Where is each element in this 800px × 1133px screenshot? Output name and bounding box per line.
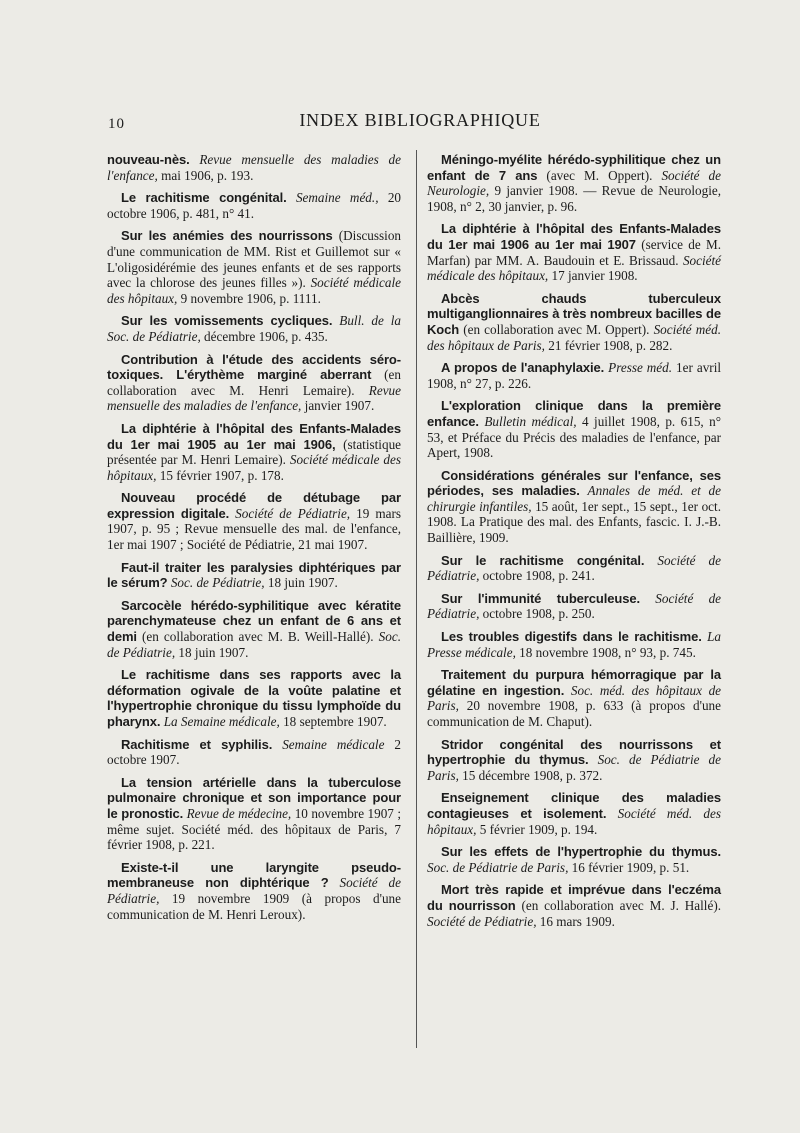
entry-note: (service de M. Marfan) par MM. A. Baudouin et E. Brissaud.: [427, 236, 721, 268]
entry-details: 20 octobre 1906, p. 481, n° 41.: [107, 190, 402, 221]
entry-source: La Semaine médicale,: [163, 714, 280, 729]
entry-details: 15 août, 1er sept., 15 sept., 1er oct. 1908. La Pratique des mal. des Enfants, fascic. I. J.-B. Baillière, 1909.: [427, 498, 721, 546]
entry-note: (avec M. Oppert).: [546, 167, 653, 183]
entry-title: Sur les vomissements cycliques.: [121, 313, 333, 329]
entry-title: Traitement du purpura hémorragique par la gélatine en ingestion.: [427, 667, 721, 698]
entry-source: Société de Pédiatrie,: [107, 875, 401, 906]
bibliography-entry: [107, 490, 401, 552]
bibliography-entry: [427, 629, 721, 660]
entry-note: (en collaboration avec M. J. Hallé).: [521, 897, 722, 913]
entry-details: 9 novembre 1906, p. 1111.: [180, 290, 321, 306]
entry-details: 20 novembre 1908, p. 633 (à propos d'une communication de M. Chaput).: [427, 698, 721, 729]
entry-source: Presse méd.: [608, 360, 673, 376]
entry-details: 18 novembre 1908, n° 93, p. 745.: [519, 644, 696, 660]
entry-source: Soc. de Pédiatrie de Paris,: [427, 859, 569, 875]
entry-details: 17 janvier 1908.: [551, 268, 638, 284]
entry-title: La tension artérielle dans la tuberculose pulmonaire chronique et son importance pour le pronostic.: [107, 774, 401, 821]
bibliography-entry: [107, 775, 401, 853]
entry-details: 2 octobre 1907.: [107, 736, 401, 768]
entry-details: 16 février 1909, p. 51.: [571, 859, 690, 875]
entry-details: 18 juin 1907.: [267, 575, 338, 591]
entry-title: Sur l'immunité tuberculeuse.: [441, 590, 640, 606]
bibliography-entry: [427, 591, 721, 622]
entry-details: 5 février 1909, p. 194.: [479, 821, 598, 837]
entry-source: Bulletin médical,: [484, 413, 577, 429]
entry-source: Revue mensuelle des maladies de l'enfance,: [107, 382, 401, 414]
bibliography-entry: [107, 228, 401, 306]
column-divider: [416, 150, 417, 1048]
entry-details: 18 septembre 1907.: [283, 714, 387, 729]
entry-source: Société médicale des hôpitaux,: [107, 452, 401, 483]
entry-title: Considérations générales sur l'enfance, ses périodes, ses maladies.: [427, 467, 721, 499]
entry-title: Sarcocèle hérédo-syphilitique avec kératite parenchymateuse chez un enfant de 6 ans et demi: [107, 597, 401, 645]
bibliography-entry: [107, 598, 401, 660]
bibliography-entry: [427, 553, 721, 584]
entry-title: Contribution à l'étude des accidents séro-toxiques. L'érythème marginé aberrant: [107, 351, 401, 383]
bibliography-entry: [107, 860, 401, 922]
entry-note: (en collaboration avec M. B. Weill-Hallé).: [142, 629, 374, 645]
entry-title: Le rachitisme dans ses rapports avec la déformation ogivale de la voûte palatine et l'hypertrophie chronique du tissu lymphoïde du pharynx.: [107, 667, 401, 729]
entry-title: Rachitisme et syphilis.: [121, 736, 273, 752]
bibliography-entry: [427, 844, 721, 875]
entry-title: Stridor congénital des nourrissons et hypertrophie du thymus.: [427, 736, 721, 768]
bibliography-entry: [427, 221, 721, 283]
entry-source: Société médicale des hôpitaux,: [107, 275, 402, 306]
left-column: [107, 152, 401, 929]
entry-title: Les troubles digestifs dans le rachitisme.: [441, 629, 702, 645]
entry-title: nouveau-nès.: [107, 152, 190, 167]
entry-title: A propos de l'anaphylaxie.: [441, 360, 605, 376]
entry-source: Société de Pédiatrie,: [427, 552, 721, 584]
entry-details: 15 février 1907, p. 178.: [159, 467, 284, 483]
entry-source: Société méd. des hôpitaux de Paris,: [427, 321, 721, 353]
entry-source: Bull. de la Soc. de Pédiatrie,: [107, 313, 402, 344]
page-header: [100, 110, 700, 136]
entry-details: 9 janvier 1908. — Revue de Neurologie, 1908, n° 2, 30 janvier, p. 96.: [427, 183, 722, 214]
entry-source: Société de Pédiatrie,: [427, 913, 537, 929]
bibliography-entry: [427, 667, 721, 729]
entry-details: 18 juin 1907.: [178, 644, 249, 660]
bibliography-entry: [427, 152, 721, 214]
running-title: INDEX BIBLIOGRAPHIQUE: [299, 110, 541, 130]
entry-source: La Presse médicale,: [427, 629, 722, 660]
bibliography-entry: [107, 313, 401, 344]
bibliography-entry: [107, 352, 401, 414]
entry-title: Méningo-myélite hérédo-syphilitique chez un enfant de 7 ans: [427, 152, 721, 183]
entry-source: Soc. de Pédiatrie de Paris,: [427, 752, 722, 783]
entry-title: La diphtérie à l'hôpital des Enfants-Malades du 1er mai 1906 au 1er mai 1907: [427, 221, 721, 252]
entry-title: Nouveau procédé de détubage par expression digitale.: [107, 490, 401, 521]
entry-source: Société médicale des hôpitaux,: [427, 252, 722, 284]
entry-source: Semaine médicale: [282, 736, 385, 752]
bibliography-entry: [107, 421, 401, 483]
bibliography-entry: [427, 291, 721, 353]
bibliography-entry: [427, 737, 721, 784]
bibliography-entry: [107, 190, 401, 221]
entry-source: Société de Pédiatrie,: [235, 505, 351, 521]
entry-source: Revue mensuelle des maladies de l'enfance,: [107, 152, 401, 183]
entry-title: Sur le rachitisme congénital.: [441, 552, 645, 568]
bibliography-entry: [427, 398, 721, 460]
entry-details: 16 mars 1909.: [539, 913, 615, 929]
entry-title: Le rachitisme congénital.: [121, 190, 287, 206]
entry-details: 21 février 1908, p. 282.: [548, 337, 673, 353]
entry-source: Soc. de Pédiatrie,: [170, 575, 265, 591]
entry-title: Sur les effets de l'hypertrophie du thymus.: [441, 844, 721, 860]
entry-title: L'exploration clinique dans la première enfance.: [427, 398, 721, 429]
entry-details: octobre 1908, p. 250.: [482, 606, 595, 622]
bibliography-entry: [107, 737, 401, 768]
entry-details: 1er avril 1908, n° 27, p. 226.: [427, 360, 722, 391]
bibliography-entry: [107, 152, 401, 183]
page-number: 10: [108, 116, 125, 132]
entry-title: Mort très rapide et imprévue dans l'eczéma du nourrisson: [427, 882, 721, 913]
entry-source: Soc. de Pédiatrie,: [107, 629, 402, 660]
entry-title: La diphtérie à l'hôpital des Enfants-Malades du 1er mai 1905 au 1er mai 1906,: [107, 420, 401, 452]
entry-note: (statistique présentée par M. Henri Lemaire).: [107, 436, 402, 468]
bibliography-entry: [427, 790, 721, 837]
entry-details: 19 novembre 1909 (à propos d'une communication de M. Henri Leroux).: [107, 890, 401, 922]
entry-title: Abcès chauds tuberculeux multiganglionnaires à très nombreux bacilles de Koch: [427, 290, 721, 337]
entry-details: octobre 1908, p. 241.: [482, 568, 595, 584]
entry-details: 19 mars 1907, p. 95 ; Revue mensuelle des mal. de l'enfance, 1er mai 1907 ; Société de Pédiatrie, 21 mai 1907.: [107, 505, 401, 553]
entry-note: (en collaboration avec M. Henri Lemaire).: [107, 367, 401, 398]
entry-title: Sur les anémies des nourrissons: [121, 228, 333, 244]
entry-source: Soc. méd. des hôpitaux de Paris,: [427, 682, 722, 714]
entry-source: Société de Pédiatrie,: [427, 590, 722, 622]
bibliography-entry: [107, 667, 401, 729]
bibliography-entry: [427, 360, 721, 391]
entry-details: décembre 1906, p. 435.: [204, 328, 328, 344]
entry-source: Société de Neurologie,: [427, 167, 722, 199]
entry-title: Faut-il traiter les paralysies diphtériques par le sérum?: [107, 559, 401, 591]
entry-note: (en collaboration avec M. Oppert).: [463, 321, 650, 337]
entry-source: Semaine méd.,: [295, 190, 379, 206]
entry-details: mai 1906, p. 193.: [161, 167, 254, 183]
entry-details: 4 juillet 1908, p. 615, n° 53, et Préface du Précis des maladies de l'enfance, par Apert, 1908.: [427, 413, 721, 461]
bibliography-entry: [427, 882, 721, 929]
right-column: [427, 152, 721, 936]
entry-source: Société méd. des hôpitaux,: [427, 805, 721, 837]
entry-details: 15 décembre 1908, p. 372.: [462, 767, 603, 783]
entry-title: Existe-t-il une laryngite pseudo-membraneuse non diphtérique ?: [107, 859, 401, 891]
entry-details: janvier 1907.: [304, 398, 375, 414]
entry-source: Annales de méd. et de chirurgie infantiles,: [427, 483, 721, 514]
entry-details: 10 novembre 1907 ; même sujet. Société méd. des hôpitaux de Paris, 7 février 1908, p. 221.: [107, 805, 401, 853]
entry-title: Enseignement clinique des maladies contagieuses et isolement.: [427, 790, 721, 821]
entry-note: (Discussion d'une communication de MM. Rist et Guillemot sur « L'oligosidérémie des jeunes enfants et de ses rapports avec la chlorose des jeunes filles »).: [107, 228, 402, 291]
entry-source: Revue de médecine,: [186, 805, 292, 821]
bibliography-entry: [427, 468, 721, 546]
bibliography-entry: [107, 560, 401, 591]
